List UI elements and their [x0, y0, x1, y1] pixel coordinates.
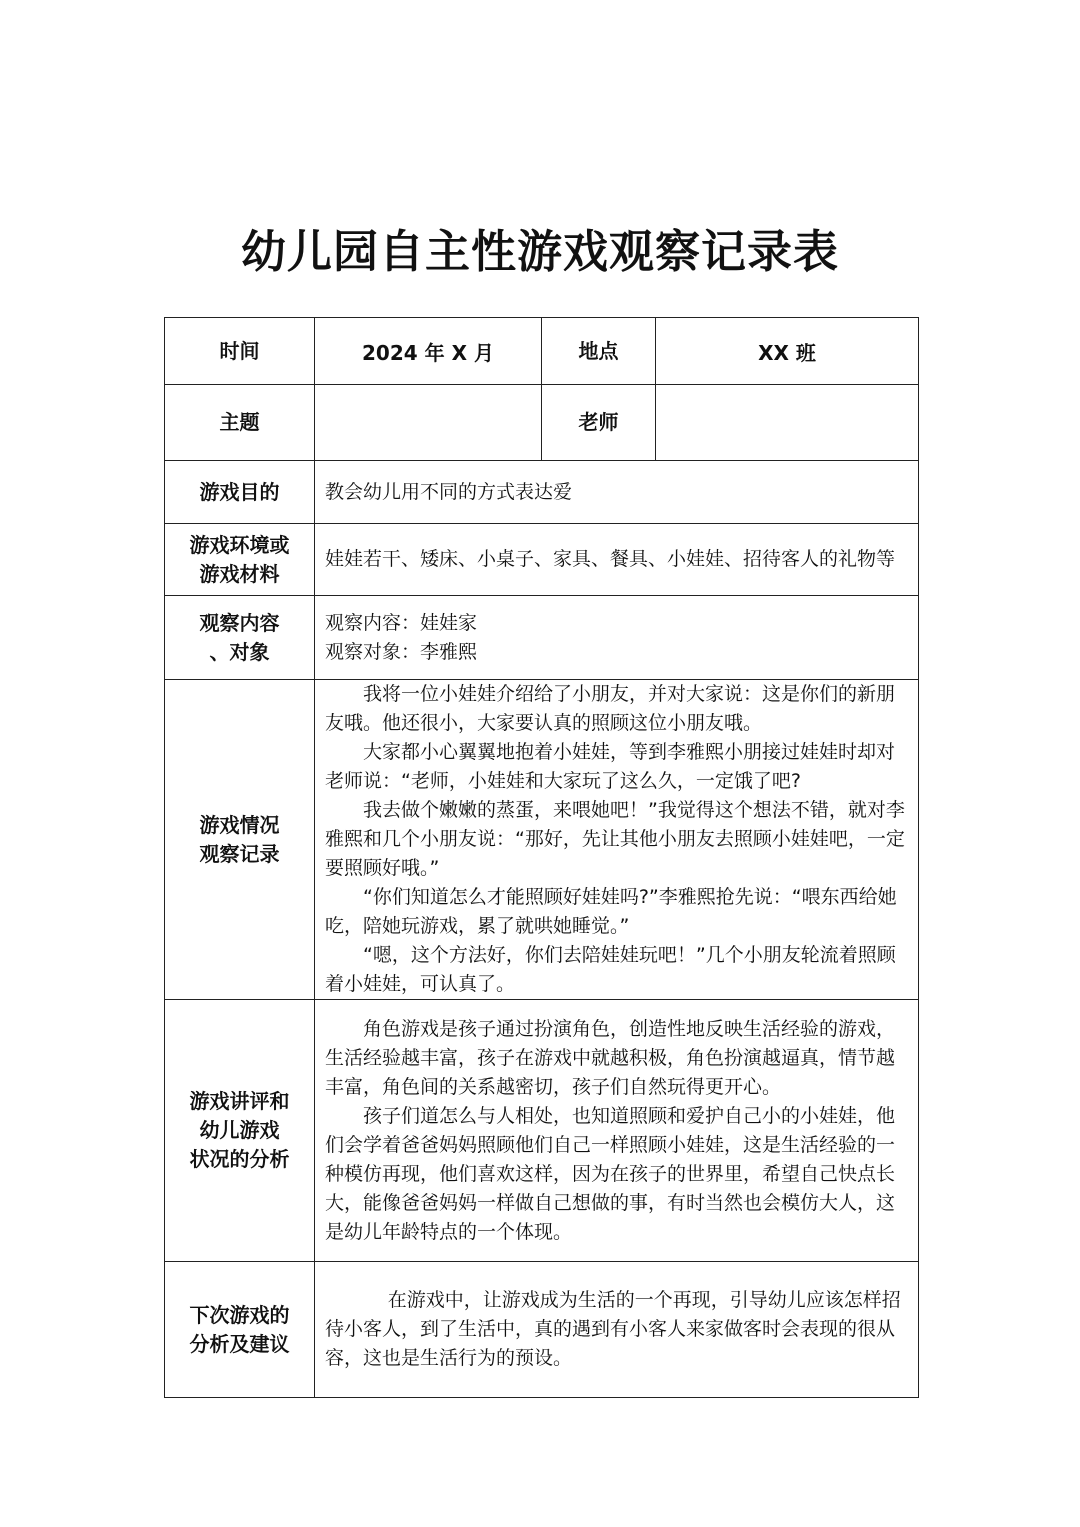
record-paragraph: “嗯，这个方法好，你们去陪娃娃玩吧！”几个小朋友轮流着照顾着小娃娃，可认真了。	[325, 944, 896, 995]
suggestion-label-line2: 分析及建议	[189, 1331, 290, 1356]
teacher-value	[656, 385, 919, 461]
observation-subject: 观察对象：李雅熙	[325, 640, 478, 663]
row-time-place	[165, 318, 919, 385]
row-materials	[165, 524, 919, 596]
row-record	[165, 680, 919, 1000]
time-label: 时间	[165, 318, 315, 385]
suggestion-paragraph: 在游戏中，让游戏成为生活的一个再现，引导幼儿应该怎样招待小客人，到了生活中，真的遇到有小客人来家做客时会表现的很从容，这也是生活行为的预设。	[325, 1289, 901, 1369]
materials-label-line2: 游戏材料	[199, 561, 280, 586]
row-goal	[165, 461, 919, 524]
analysis-paragraph: 角色游戏是孩子通过扮演角色，创造性地反映生活经验的游戏，生活经验越丰富，孩子在游戏中就越积极，角色扮演越逼真，情节越丰富，角色间的关系越密切，孩子们自然玩得更开心。	[325, 1017, 896, 1098]
goal-text: 教会幼儿用不同的方式表达爱	[315, 461, 919, 524]
time-value: 2024 年 X 月	[315, 318, 542, 385]
observation-label-line1: 观察内容	[199, 610, 280, 635]
observation-record-table	[164, 317, 919, 1398]
analysis-label	[165, 1000, 315, 1262]
analysis-paragraph: 孩子们道怎么与人相处，也知道照顾和爱护自己小的小娃娃，他们会学着爸爸妈妈照顾他们自己一样照顾小娃娃，这是生活经验的一种模仿再现，他们喜欢这样，因为在孩子的世界里，希望自己快点长大，能像爸爸妈妈一样做自己想做的事，有时当然也会模仿大人，这是幼儿年龄特点的一个体现。	[325, 1104, 896, 1243]
place-value: XX 班	[656, 318, 919, 385]
analysis-label-line2: 幼儿游戏	[199, 1118, 280, 1142]
row-theme-teacher	[165, 385, 919, 461]
materials-text: 娃娃若干、矮床、小桌子、家具、餐具、小娃娃、招待客人的礼物等	[315, 524, 919, 596]
row-analysis	[165, 1000, 919, 1262]
observation-label-line2: 、对象	[209, 639, 270, 664]
theme-label: 主题	[165, 385, 315, 461]
theme-value	[315, 385, 542, 461]
row-suggestion	[165, 1262, 919, 1398]
suggestion-text	[315, 1262, 919, 1398]
materials-label-line1: 游戏环境或	[189, 532, 290, 557]
materials-label	[165, 524, 315, 596]
record-label	[165, 680, 315, 1000]
record-paragraph: 我去做个嫩嫩的蒸蛋，来喂她吧！”我觉得这个想法不错，就对李雅熙和几个小朋友说：“那好，先让其他小朋友去照顾小娃娃吧，一定要照顾好哦。”	[325, 799, 905, 879]
record-label-line1: 游戏情况	[199, 812, 280, 837]
record-label-line2: 观察记录	[199, 841, 280, 866]
record-paragraph: “你们知道怎么才能照顾好娃娃吗?”李雅熙抢先说：“喂东西给她吃，陪她玩游戏，累了就哄她睡觉。”	[325, 886, 897, 937]
observation-content: 观察内容：娃娃家	[325, 611, 478, 634]
analysis-label-line3: 状况的分析	[189, 1147, 290, 1171]
analysis-label-line1: 游戏讲评和	[189, 1089, 290, 1113]
place-label: 地点	[542, 318, 656, 385]
document-title: 幼儿园自主性游戏观察记录表	[240, 225, 839, 278]
record-paragraph: 我将一位小娃娃介绍给了小朋友，并对大家说：这是你们的新朋友哦。他还很小，大家要认真的照顾这位小朋友哦。	[325, 683, 896, 734]
suggestion-label	[165, 1262, 315, 1398]
teacher-label: 老师	[542, 385, 656, 461]
record-paragraph: 大家都小心翼翼地抱着小娃娃，等到李雅熙小朋接过娃娃时却对老师说：“老师，小娃娃和大家玩了这么久，一定饿了吧?	[325, 741, 896, 792]
goal-label: 游戏目的	[165, 461, 315, 524]
observation-label	[165, 596, 315, 680]
observation-text	[315, 596, 919, 680]
analysis-text	[315, 1000, 919, 1262]
suggestion-label-line1: 下次游戏的	[189, 1302, 290, 1327]
row-observation	[165, 596, 919, 680]
record-text	[315, 680, 919, 1000]
